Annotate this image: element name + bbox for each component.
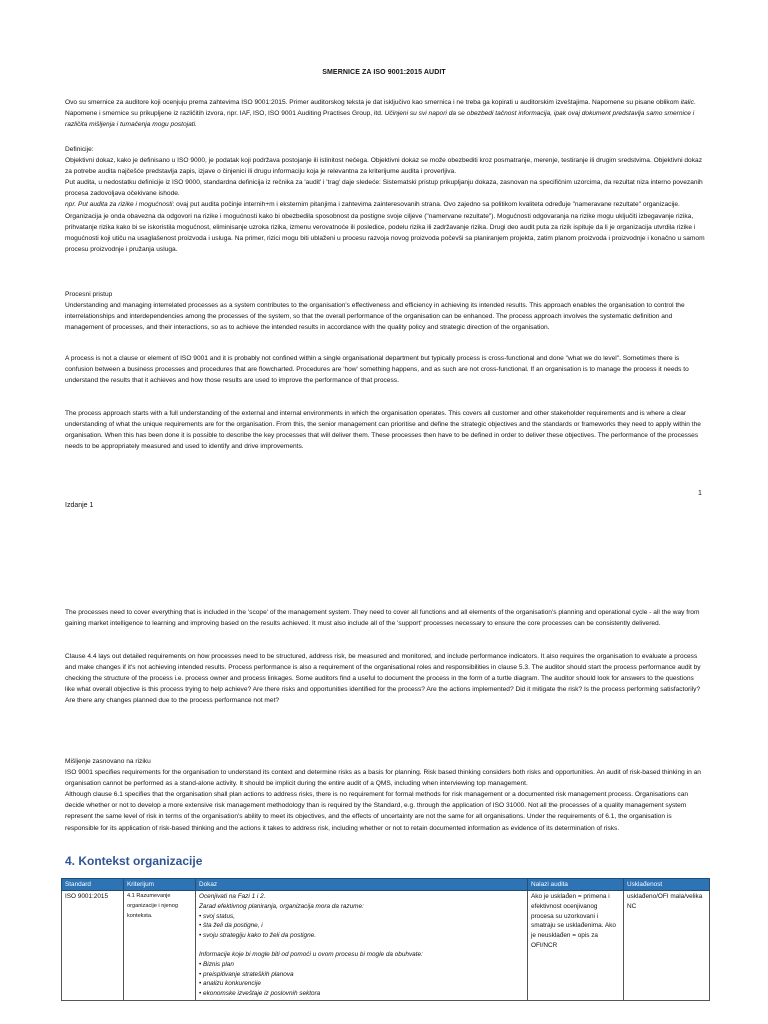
- izdanje-label: Izdanje 1: [65, 502, 94, 509]
- definicije-section: [65, 144, 705, 255]
- procesni-paragraph-3: The process approach starts with a full understanding of the external and internal environments in which the organisation operates. This covers all customer and other stakeholder requirements and is where a clear understanding of what the unique requirements are for the organisation. From this, the senior management can prioritise and define the strategic objectives and the standards or frameworks they need to apply within the organisation. When this has been done it is possible to describe the key processes that will deliver them. These processes then have to be defined in order to deliver these objectives. The performance of the processes needs to be appropriately measured and used to identify and drive improvements.: [65, 410, 701, 451]
- page2-paragraph-1: The processes need to cover everything that is included in the 'scope' of the management system. They need to cover all functions and all elements of the organisation's planning and operational cycle - all the way from gaining market intelligence to learning and improving based on the results achieved. It must also include all of the 'support' processes necessary to ensure the core processes can be consistently delivered.: [65, 609, 700, 628]
- cell-nalazi: Ako je usklađen = primena i efektivnost ocenjivanog procesa su uzorkovani i smatraju se usklađenima. Ako je neusklađen = opis za OFI/NCR: [528, 891, 624, 1001]
- list-item: • ekonomske izveštaje iz poslovnih sektora: [199, 989, 524, 999]
- intro-italic-tail: Učinjeni su svi napori da se obezbedi tačnost informacija, ipak ovaj dokument predstavlja samo smernice i različita mišljenja i tumačenja mogu postojati.: [65, 110, 695, 129]
- risk-section: [65, 756, 705, 834]
- kontekst-table: [61, 878, 710, 1001]
- header-uskladjenost: Usklađenost: [624, 879, 710, 891]
- dokaz-intro-2: Zarad efektivnog planiranja, organizacija mora da razume:: [199, 902, 364, 910]
- definicije-p3-italic: npr. Put audita za rizike i mogućnosti: [65, 201, 173, 209]
- intro-paragraph: [65, 97, 705, 130]
- list-item: • analizu konkurencije: [199, 979, 524, 989]
- dokaz-list-2: [199, 960, 524, 999]
- table-row: [62, 891, 710, 1001]
- cell-kriterijum: 4.1 Razumevanje organizacije i njenog konteksta.: [124, 891, 196, 1001]
- procesni-paragraph-2: A process is not a clause or element of ISO 9001 and it is probably not confined within a single organisational department but typically process is cross-functional and done "what we do level". Sometimes there is confusion between a business processes and procedures that are flowcharted. Procedures are 'how' something happens, and as such are not cross-functional. If an organisation is to manage the process it needs to understand the results that it achieves and how those results are used to improve the performance of that process.: [65, 355, 689, 385]
- header-kriterijum: Kriterijum: [124, 879, 196, 891]
- dokaz-intro-1: Ocenjivati na Fazi 1 i 2.: [199, 893, 266, 900]
- risk-paragraph-1: ISO 9001 specifies requirements for the organisation to understand its context and determine risks as a basis for planning. Risk based thinking considers both risks and opportunities. An audit of risk-based thinking in an organisation cannot be performed as a stand-alone activity. It should be implicit during the entire audit of a QMS, including when interviewing top management.: [65, 769, 701, 788]
- header-nalazi-audita: Nalazi audita: [528, 879, 624, 891]
- risk-paragraph-2: Although clause 6.1 specifies that the organisation shall plan actions to address risks, there is no requirement for formal methods for risk management or a documented risk management process. Organisations can decide whether or not to develop a more extensive risk management methodology than is required by the Standard, e.g. through the application of ISO 31000. Not all the processes of a quality management system represent the same level of risk in terms of the organisation's ability to meet its objectives, and the effects of uncertainty are not the same for all organisations. Under the requirements of 6.1, the organisation is responsible for its application of risk-based thinking and the actions it takes to address risk, including whether or not to retain documented information as evidence of its determination of risks.: [65, 791, 689, 832]
- list-item: • Biznis plan: [199, 960, 524, 970]
- list-item: • preispitivanje strateških planova: [199, 970, 524, 980]
- definicije-heading: Definicije:: [65, 146, 94, 153]
- header-standard: Standard: [62, 879, 124, 891]
- procesni-paragraph-1: Understanding and managing interrelated processes as a system contributes to the organisation's effectiveness and efficiency in achieving its intended results. This approach enables the organisation to control the interrelationships and interdependencies among the processes of the system, so that the overall performance of the organisation can be enhanced. The process approach involves the systematic definition and management of processes, and their interactions, so as to achieve the intended results in accordance with the quality policy and strategic direction of the organisation.: [65, 302, 685, 332]
- header-dokaz: Dokaz: [196, 879, 528, 891]
- dokaz-list-1: [199, 912, 524, 941]
- cell-standard: ISO 9001:2015: [62, 891, 124, 1001]
- cell-uskladjenost: usklađeno/OFI mala/velika NC: [624, 891, 710, 1001]
- definicije-paragraph-1: Objektivni dokaz, kako je definisano u ISO 9000, je podatak koji podržava postojanje ili istinitost nečega. Objektivni dokaz se može obezbediti kroz posmatranje, merenje, testiranje ili drugim sredstvima. Objektivni dokaz za potrebe audita najčešće predstavlja zapis, izjave o činjenici ili drugu informaciju koja je relevantna za kriterijume audita i proverljiva.: [65, 157, 702, 176]
- document-title: SMERNICE ZA ISO 9001:2015 AUDIT: [322, 69, 446, 76]
- page-number: 1: [698, 490, 702, 497]
- page2-paragraph-2: Clause 4.4 lays out detailed requirements on how processes need to be structured, address risk, be measured and monitored, and include performance indicators. It also requires the organisation to evaluate a process and make changes if it's not achieving intended results. Process performance is also a requirement of the organisational roles and responsibilities in clause 5.3. The auditor should start the process performance audit by checking the structure of the process i.e. process owner and process linkages. Some auditors find a useful to document the process in the form of a turtle diagram. The auditor should look for answers to the questions like what overall objective is this process trying to help achieve? Are there risks and opportunities identified for the process? Are the actions implemented? Did it mitigate the risk? Is the process performing satisfactorily? Are there any changes planned due to the process performance not met?: [65, 653, 701, 705]
- procesni-heading: Procesni pristup: [65, 291, 113, 298]
- procesni-section: [65, 289, 705, 333]
- intro-text: Ovo su smernice za auditore koji ocenjuju prema zahtevima ISO 9001:2015. Primer auditorskog teksta je dat isključivo kao smernica i ne treba ga kopirati u auditorskim izveštajima. Napomene su pisane oblikom: [65, 99, 681, 106]
- list-item: • šta želi da postigne, i: [199, 921, 524, 931]
- definicije-p3-text: : ovaj put audita počinje internih+m i eksternim pitanjima i zahtevima zainteresovanih strana. Ovo zajedno sa politikom kvaliteta određuje "nameravane rezultate" organizacije. Organizacija je onda obavezna da odgovori na rizike i mogućnosti kako bi obezbedila sposobnost da postigne svoje ciljeve ("namervane rezultate"). Mogućnosti odgovaranja na rizike mogu uključiti izbegavanje rizika, prihvatanje rizika kako bi se iskoristila mogućnost, eliminisanje uzroka rizika, izmenu verovatnoće ili posledice, podelu rizika ili zadržavanje rizika. Drugi deo audit puta za rizik ispituje da li je organizacija utvrdila rizike i mogućnosti koji utiču na usaglašenost proizvoda i usluga. Na primer, rizici mogu biti ublaženi u procesu razvoja novog proizvoda počevši sa planiranjem projekta, zatim planom proizvoda i proizvodnje i konačno u samom procesu proizvodnje i pružanja usluga.: [65, 201, 705, 253]
- risk-heading: Mišljenje zasnovano na riziku: [65, 758, 151, 765]
- list-item: • svoju strategiju kako to želi da postigne.: [199, 931, 524, 941]
- list-item: • svoj status,: [199, 912, 524, 922]
- section-4-heading: 4. Kontekst organizacije: [65, 854, 203, 868]
- intro-italic-word: italic: [680, 99, 694, 106]
- table-header-row: [62, 879, 710, 891]
- dokaz-intro-3: Informacije koje bi mogle biti od pomoći u ovom procesu bi mogle da obuhvate:: [199, 950, 423, 958]
- cell-dokaz: [196, 891, 528, 1001]
- intro-text-2: . Napomene i smernice su prikupljene iz različitih izvora, npr. IAF, ISO, ISO 9001 Auditing Practises Group, itd.: [65, 99, 696, 118]
- definicije-paragraph-2: Put audita, u nedostatku definicije iz ISO 9000, standardna definicija iz rečnika za 'audit' i 'trag' daje sledeće: Sistematski pristup prikupljanju dokaza, zasnovan na specifičnim uzorcima, da rezultat niza interno povezanih procesa zadovoljava očekivane ishode.: [65, 179, 703, 198]
- definicije-paragraph-3: [65, 199, 705, 254]
